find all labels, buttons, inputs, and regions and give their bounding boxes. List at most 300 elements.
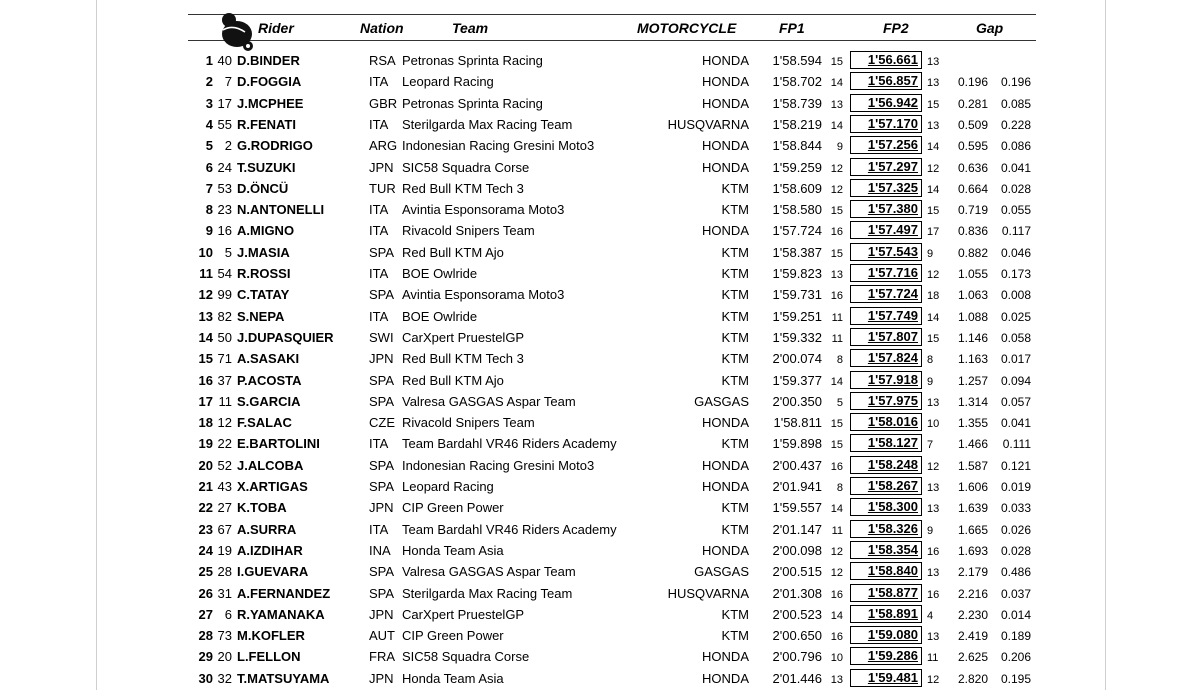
nation-code: SPA — [369, 479, 395, 494]
motorcycle-make: HONDA — [702, 138, 749, 154]
fp1-time: 1'58.594 — [772, 53, 822, 68]
fp1-time: 2'01.308 — [772, 585, 822, 601]
fp1-laps: 16 — [830, 226, 843, 239]
fp2-laps: 18 — [927, 290, 940, 303]
fp2-time: 1'58.891 — [850, 605, 922, 623]
nation-code: ITA — [369, 116, 389, 132]
rider-number: 54 — [217, 266, 232, 281]
rider-name: A.IZDIHAR — [237, 542, 303, 558]
table-row — [0, 327, 1200, 348]
position: 30 — [198, 670, 213, 686]
fp1-laps: 12 — [830, 545, 843, 558]
fp1-time: 2'01.147 — [772, 521, 822, 537]
fp2-time: 1'57.325 — [850, 179, 922, 197]
fp1-laps: 11 — [831, 524, 843, 537]
fp1-laps: 10 — [830, 652, 843, 665]
fp1-time: 1'58.702 — [772, 74, 822, 90]
rider-name: A.FERNANDEZ — [237, 585, 331, 601]
gap-to-first: 2.216 — [957, 586, 988, 601]
motorcycle-make: HONDA — [702, 159, 749, 175]
nation-code: SWI — [369, 329, 394, 345]
gap-to-first: 1.063 — [957, 288, 988, 303]
table-row — [0, 476, 1200, 497]
table-row — [0, 71, 1200, 92]
nation-code: JPN — [369, 606, 394, 622]
motorcycle-make: KTM — [721, 266, 749, 281]
team-name: Indonesian Racing Gresini Moto3 — [402, 457, 595, 473]
fp1-time: 1'59.898 — [772, 436, 822, 452]
fp1-laps: 13 — [830, 98, 843, 111]
table-row — [0, 540, 1200, 561]
table-row — [0, 412, 1200, 433]
team-name: SIC58 Squadra Corse — [402, 649, 530, 665]
table-row — [0, 157, 1200, 178]
position: 29 — [198, 649, 213, 665]
gap-to-first: 0.281 — [957, 96, 988, 111]
fp2-laps: 8 — [927, 354, 934, 367]
fp1-laps: 14 — [830, 503, 843, 516]
fp2-time: 1'58.877 — [850, 584, 922, 602]
table-row — [0, 561, 1200, 582]
rider-name: P.ACOSTA — [237, 372, 302, 388]
rider-number: 40 — [217, 53, 232, 68]
rider-name: R.ROSSI — [237, 266, 291, 281]
position: 8 — [205, 202, 213, 218]
position: 28 — [198, 628, 213, 644]
motorcycle-make: HONDA — [702, 223, 749, 239]
rider-name: A.SURRA — [237, 521, 297, 537]
gap-to-previous: 0.028 — [1000, 181, 1031, 196]
fp2-laps: 14 — [927, 183, 940, 196]
motorcycle-make: KTM — [721, 628, 749, 644]
fp2-laps: 12 — [927, 460, 940, 473]
rider-number: 73 — [217, 628, 232, 644]
fp2-laps: 13 — [927, 77, 940, 90]
rider-number: 19 — [217, 542, 232, 558]
gap-to-first: 2.179 — [957, 565, 988, 580]
fp2-laps: 13 — [927, 503, 940, 516]
position: 24 — [198, 542, 213, 558]
team-name: SIC58 Squadra Corse — [402, 159, 530, 175]
fp2-laps: 12 — [927, 673, 940, 686]
fp1-laps: 9 — [836, 141, 843, 154]
table-row — [0, 114, 1200, 135]
gap-to-first: 1.146 — [957, 330, 988, 345]
gap-to-previous: 0.196 — [1000, 75, 1031, 90]
team-name: Team Bardahl VR46 Riders Academy — [402, 436, 617, 452]
nation-code: SPA — [369, 585, 395, 601]
motorcycle-make: KTM — [721, 436, 749, 452]
position: 13 — [198, 308, 213, 324]
motorcycle-make: HONDA — [702, 95, 749, 111]
table-row — [0, 391, 1200, 412]
team-name: Red Bull KTM Ajo — [402, 372, 504, 388]
rider-name: A.SASAKI — [237, 351, 300, 367]
nation-code: JPN — [369, 351, 394, 367]
fp1-time: 1'57.724 — [772, 223, 822, 239]
fp2-laps: 13 — [927, 56, 940, 68]
motorcycle-make: HONDA — [702, 53, 749, 68]
gap-to-previous: 0.041 — [1000, 416, 1031, 431]
fp2-time: 1'57.297 — [850, 158, 922, 176]
team-name: Red Bull KTM Tech 3 — [402, 351, 524, 367]
rider-number: 37 — [217, 372, 232, 388]
rider-name: T.SUZUKI — [237, 159, 296, 175]
position: 18 — [198, 415, 213, 431]
fp2-time: 1'58.300 — [850, 498, 922, 516]
fp1-laps: 13 — [830, 673, 843, 686]
rider-name: K.TOBA — [237, 500, 287, 516]
gap-to-first: 1.355 — [957, 416, 988, 431]
gap-to-first: 0.719 — [957, 203, 988, 218]
rider-number: 17 — [217, 95, 232, 111]
fp2-laps: 15 — [927, 98, 940, 111]
fp1-time: 1'58.844 — [772, 138, 822, 154]
team-name: Team Bardahl VR46 Riders Academy — [402, 521, 617, 537]
gap-to-first: 1.587 — [957, 458, 988, 473]
header-top-rule — [188, 14, 1036, 15]
rider-number: 7 — [224, 74, 232, 90]
rider-name: I.GUEVARA — [237, 564, 309, 580]
position: 7 — [205, 180, 213, 196]
fp1-time: 1'58.219 — [772, 116, 822, 132]
nation-code: JPN — [369, 670, 394, 686]
table-row — [0, 50, 1200, 71]
motorcycle-make: KTM — [721, 521, 749, 537]
fp1-laps: 14 — [830, 375, 843, 388]
gap-to-first: 2.419 — [957, 629, 988, 644]
gap-to-previous: 0.025 — [1000, 309, 1031, 324]
fp1-time: 2'00.796 — [772, 649, 822, 665]
gap-to-first: 2.230 — [957, 607, 988, 622]
header-fp1: FP1 — [779, 20, 805, 36]
fp2-laps: 9 — [927, 524, 934, 537]
nation-code: SPA — [369, 372, 395, 388]
position: 19 — [198, 436, 213, 452]
fp1-laps: 15 — [830, 56, 843, 68]
nation-code: JPN — [369, 159, 394, 175]
position: 3 — [205, 95, 213, 111]
team-name: Sterilgarda Max Racing Team — [402, 585, 573, 601]
gap-to-previous: 0.086 — [1000, 139, 1031, 154]
motorcycle-make: KTM — [721, 308, 749, 324]
fp1-laps: 15 — [830, 439, 843, 452]
rider-number: 27 — [217, 500, 232, 516]
fp2-time: 1'57.918 — [850, 371, 922, 389]
table-row — [0, 455, 1200, 476]
motorcycle-make: HONDA — [702, 670, 749, 686]
gap-to-first: 1.163 — [957, 352, 988, 367]
fp2-time: 1'57.170 — [850, 115, 922, 133]
fp2-laps: 4 — [927, 609, 934, 622]
fp2-laps: 13 — [927, 482, 940, 494]
fp1-laps: 8 — [836, 482, 843, 494]
fp1-time: 2'00.350 — [772, 393, 822, 409]
team-name: Red Bull KTM Tech 3 — [402, 180, 524, 196]
gap-to-previous: 0.055 — [1000, 203, 1031, 218]
fp1-time: 1'59.731 — [772, 287, 822, 303]
fp1-laps: 14 — [830, 77, 843, 90]
fp1-time: 1'58.580 — [772, 202, 822, 218]
fp1-laps: 16 — [830, 588, 843, 601]
fp2-time: 1'57.724 — [850, 285, 922, 303]
nation-code: SPA — [369, 564, 395, 580]
fp1-time: 1'58.387 — [772, 244, 822, 260]
position: 25 — [198, 564, 213, 580]
gap-to-previous: 0.173 — [1000, 267, 1031, 281]
rider-number: 23 — [217, 202, 232, 218]
nation-code: TUR — [369, 180, 396, 196]
team-name: Valresa GASGAS Aspar Team — [402, 564, 576, 580]
rider-name: N.ANTONELLI — [237, 202, 325, 218]
fp1-laps: 13 — [830, 269, 843, 281]
table-row — [0, 348, 1200, 369]
table-row — [0, 242, 1200, 263]
gap-to-first: 0.836 — [957, 224, 988, 239]
header-rider: Rider — [258, 20, 294, 36]
position: 11 — [199, 266, 213, 281]
fp2-time: 1'58.248 — [850, 456, 922, 474]
rider-name: G.RODRIGO — [237, 138, 313, 154]
gap-to-previous: 0.041 — [1000, 160, 1031, 175]
position: 12 — [198, 287, 213, 303]
rider-number: 52 — [217, 457, 232, 473]
fp1-time: 1'58.739 — [772, 95, 822, 111]
rider-number: 67 — [217, 521, 232, 537]
gap-to-previous: 0.037 — [1000, 586, 1031, 601]
rider-name: R.YAMANAKA — [237, 606, 325, 622]
gap-to-previous: 0.195 — [1000, 671, 1031, 686]
nation-code: ITA — [369, 521, 389, 537]
fp1-time: 2'01.941 — [772, 479, 822, 494]
table-row — [0, 519, 1200, 540]
position: 5 — [205, 138, 213, 154]
rider-number: 43 — [217, 479, 232, 494]
rider-number: 16 — [217, 223, 232, 239]
nation-code: ITA — [369, 308, 389, 324]
rider-name: X.ARTIGAS — [237, 479, 308, 494]
nation-code: SPA — [369, 244, 395, 260]
nation-code: ITA — [369, 202, 389, 218]
rider-number: 11 — [218, 393, 232, 409]
rider-name: T.MATSUYAMA — [237, 670, 330, 686]
rider-name: M.KOFLER — [237, 628, 305, 644]
team-name: Leopard Racing — [402, 479, 494, 494]
header-fp2: FP2 — [883, 20, 909, 36]
motorcycle-make: GASGAS — [694, 393, 749, 409]
team-name: Honda Team Asia — [402, 542, 504, 558]
gap-to-first: 0.636 — [957, 160, 988, 175]
team-name: Honda Team Asia — [402, 670, 504, 686]
header-motorcycle: MOTORCYCLE — [637, 20, 737, 36]
motorcycle-make: HONDA — [702, 542, 749, 558]
fp2-time: 1'56.857 — [850, 72, 922, 90]
motorcycle-make: KTM — [721, 500, 749, 516]
fp2-time: 1'59.481 — [850, 669, 922, 687]
fp2-time: 1'58.016 — [850, 413, 922, 431]
fp2-laps: 15 — [927, 205, 940, 218]
nation-code: RSA — [369, 53, 396, 68]
gap-to-first: 1.314 — [957, 394, 988, 409]
gap-to-first: 0.882 — [957, 245, 988, 260]
fp1-time: 2'01.446 — [772, 670, 822, 686]
fp2-time: 1'58.267 — [850, 477, 922, 495]
nation-code: GBR — [369, 95, 398, 111]
gap-to-previous: 0.017 — [1000, 352, 1031, 367]
fp1-time: 1'58.609 — [772, 180, 822, 196]
gap-to-previous: 0.057 — [1000, 394, 1031, 409]
gap-to-first: 1.055 — [957, 267, 988, 281]
fp1-time: 2'00.650 — [772, 628, 822, 644]
table-row — [0, 604, 1200, 625]
team-name: CIP Green Power — [402, 500, 504, 516]
team-name: CIP Green Power — [402, 628, 504, 644]
position: 17 — [198, 393, 213, 409]
rider-number: 28 — [217, 564, 232, 580]
fp2-laps: 11 — [927, 652, 939, 665]
table-row — [0, 433, 1200, 454]
gap-to-previous: 0.046 — [1000, 245, 1031, 260]
team-name: Petronas Sprinta Racing — [402, 53, 543, 68]
gap-to-previous: 0.019 — [1000, 480, 1031, 494]
gap-to-previous: 0.058 — [1000, 330, 1031, 345]
gap-to-first: 1.257 — [957, 373, 988, 388]
nation-code: JPN — [369, 500, 394, 516]
gap-to-previous: 0.189 — [1000, 629, 1031, 644]
rider-name: S.NEPA — [237, 308, 285, 324]
motorcycle-make: KTM — [721, 202, 749, 218]
nation-code: AUT — [369, 628, 395, 644]
fp2-laps: 16 — [927, 588, 940, 601]
nation-code: ARG — [369, 138, 398, 154]
table-row — [0, 583, 1200, 604]
fp1-laps: 11 — [831, 311, 843, 324]
fp2-time: 1'57.749 — [850, 307, 922, 325]
results-header — [0, 0, 1200, 46]
fp2-time: 1'57.807 — [850, 328, 922, 346]
fp1-time: 1'59.377 — [772, 372, 822, 388]
team-name: Petronas Sprinta Racing — [402, 95, 543, 111]
team-name: Red Bull KTM Ajo — [402, 244, 504, 260]
position: 26 — [198, 585, 213, 601]
gap-to-previous: 0.008 — [1000, 288, 1031, 303]
fp1-laps: 14 — [830, 119, 843, 132]
motorcycle-make: HONDA — [702, 457, 749, 473]
rider-number: 82 — [217, 308, 232, 324]
team-name: Sterilgarda Max Racing Team — [402, 116, 573, 132]
fp2-laps: 14 — [927, 311, 940, 324]
gap-to-first: 2.820 — [957, 671, 988, 686]
gap-to-previous: 0.085 — [1000, 96, 1031, 111]
position: 6 — [205, 159, 213, 175]
rider-number: 99 — [217, 287, 232, 303]
gap-to-previous: 0.014 — [1000, 607, 1031, 622]
fp1-laps: 14 — [830, 609, 843, 622]
header-team: Team — [452, 20, 489, 36]
position: 9 — [205, 223, 213, 239]
nation-code: ITA — [369, 436, 389, 452]
rider-number: 6 — [224, 606, 232, 622]
team-name: Avintia Esponsorama Moto3 — [402, 202, 565, 218]
fp1-time: 1'59.251 — [772, 308, 822, 324]
fp2-time: 1'58.840 — [850, 562, 922, 580]
fp2-laps: 12 — [927, 162, 940, 175]
table-row — [0, 497, 1200, 518]
table-row — [0, 625, 1200, 646]
table-row — [0, 646, 1200, 667]
fp1-laps: 15 — [830, 418, 843, 431]
nation-code: INA — [369, 542, 391, 558]
gap-to-previous: 0.121 — [1000, 458, 1031, 473]
table-row — [0, 370, 1200, 391]
rider-name: E.BARTOLINI — [237, 436, 320, 452]
fp1-laps: 16 — [830, 290, 843, 303]
gap-to-first: 1.693 — [957, 543, 988, 558]
fp2-time: 1'58.354 — [850, 541, 922, 559]
table-row — [0, 306, 1200, 327]
rider-name: J.ALCOBA — [237, 457, 304, 473]
fp2-time: 1'57.497 — [850, 221, 922, 239]
gap-to-first: 1.466 — [957, 437, 988, 452]
nation-code: FRA — [369, 649, 395, 665]
position: 23 — [198, 521, 213, 537]
header-gap: Gap — [976, 20, 1004, 36]
fp2-laps: 14 — [927, 141, 940, 154]
fp1-time: 2'00.098 — [772, 542, 822, 558]
fp1-laps: 12 — [830, 162, 843, 175]
fp1-time: 1'59.259 — [772, 159, 822, 175]
fp1-laps: 12 — [830, 183, 843, 196]
motorcycle-make: HONDA — [702, 74, 749, 90]
rider-number: 20 — [217, 649, 232, 665]
gap-to-previous: 0.094 — [1000, 373, 1031, 388]
fp2-laps: 13 — [927, 119, 940, 132]
motorcycle-make: HUSQVARNA — [667, 116, 749, 132]
team-name: Rivacold Snipers Team — [402, 223, 535, 239]
rider-name: J.MCPHEE — [237, 95, 304, 111]
table-row — [0, 668, 1200, 689]
fp1-time: 1'58.811 — [773, 415, 822, 431]
rider-number: 31 — [217, 585, 232, 601]
fp2-laps: 15 — [927, 332, 940, 345]
header-bottom-rule — [188, 40, 1036, 41]
team-name: CarXpert PruestelGP — [402, 606, 525, 622]
rider-number: 2 — [224, 138, 232, 154]
fp1-time: 2'00.523 — [772, 606, 822, 622]
nation-code: CZE — [369, 415, 395, 431]
team-name: Indonesian Racing Gresini Moto3 — [402, 138, 595, 154]
fp2-laps: 12 — [927, 269, 940, 281]
fp2-time: 1'57.380 — [850, 200, 922, 218]
motorcycle-make: KTM — [721, 329, 749, 345]
rider-number: 5 — [224, 244, 232, 260]
fp2-time: 1'56.942 — [850, 94, 922, 112]
gap-to-first: 2.625 — [957, 650, 988, 665]
gap-to-previous: 0.206 — [1000, 650, 1031, 665]
fp2-time: 1'58.127 — [850, 434, 922, 452]
fp2-laps: 13 — [927, 396, 940, 409]
fp2-time: 1'56.661 — [850, 51, 922, 69]
fp2-time: 1'57.824 — [850, 349, 922, 367]
fp1-time: 2'00.074 — [772, 351, 822, 367]
fp1-laps: 16 — [830, 631, 843, 644]
rider-number: 12 — [217, 415, 232, 431]
gap-to-first: 1.088 — [957, 309, 988, 324]
rider-name: C.TATAY — [237, 287, 290, 303]
motorcycle-make: KTM — [721, 287, 749, 303]
nation-code: ITA — [369, 266, 389, 281]
rider-number: 22 — [217, 436, 232, 452]
